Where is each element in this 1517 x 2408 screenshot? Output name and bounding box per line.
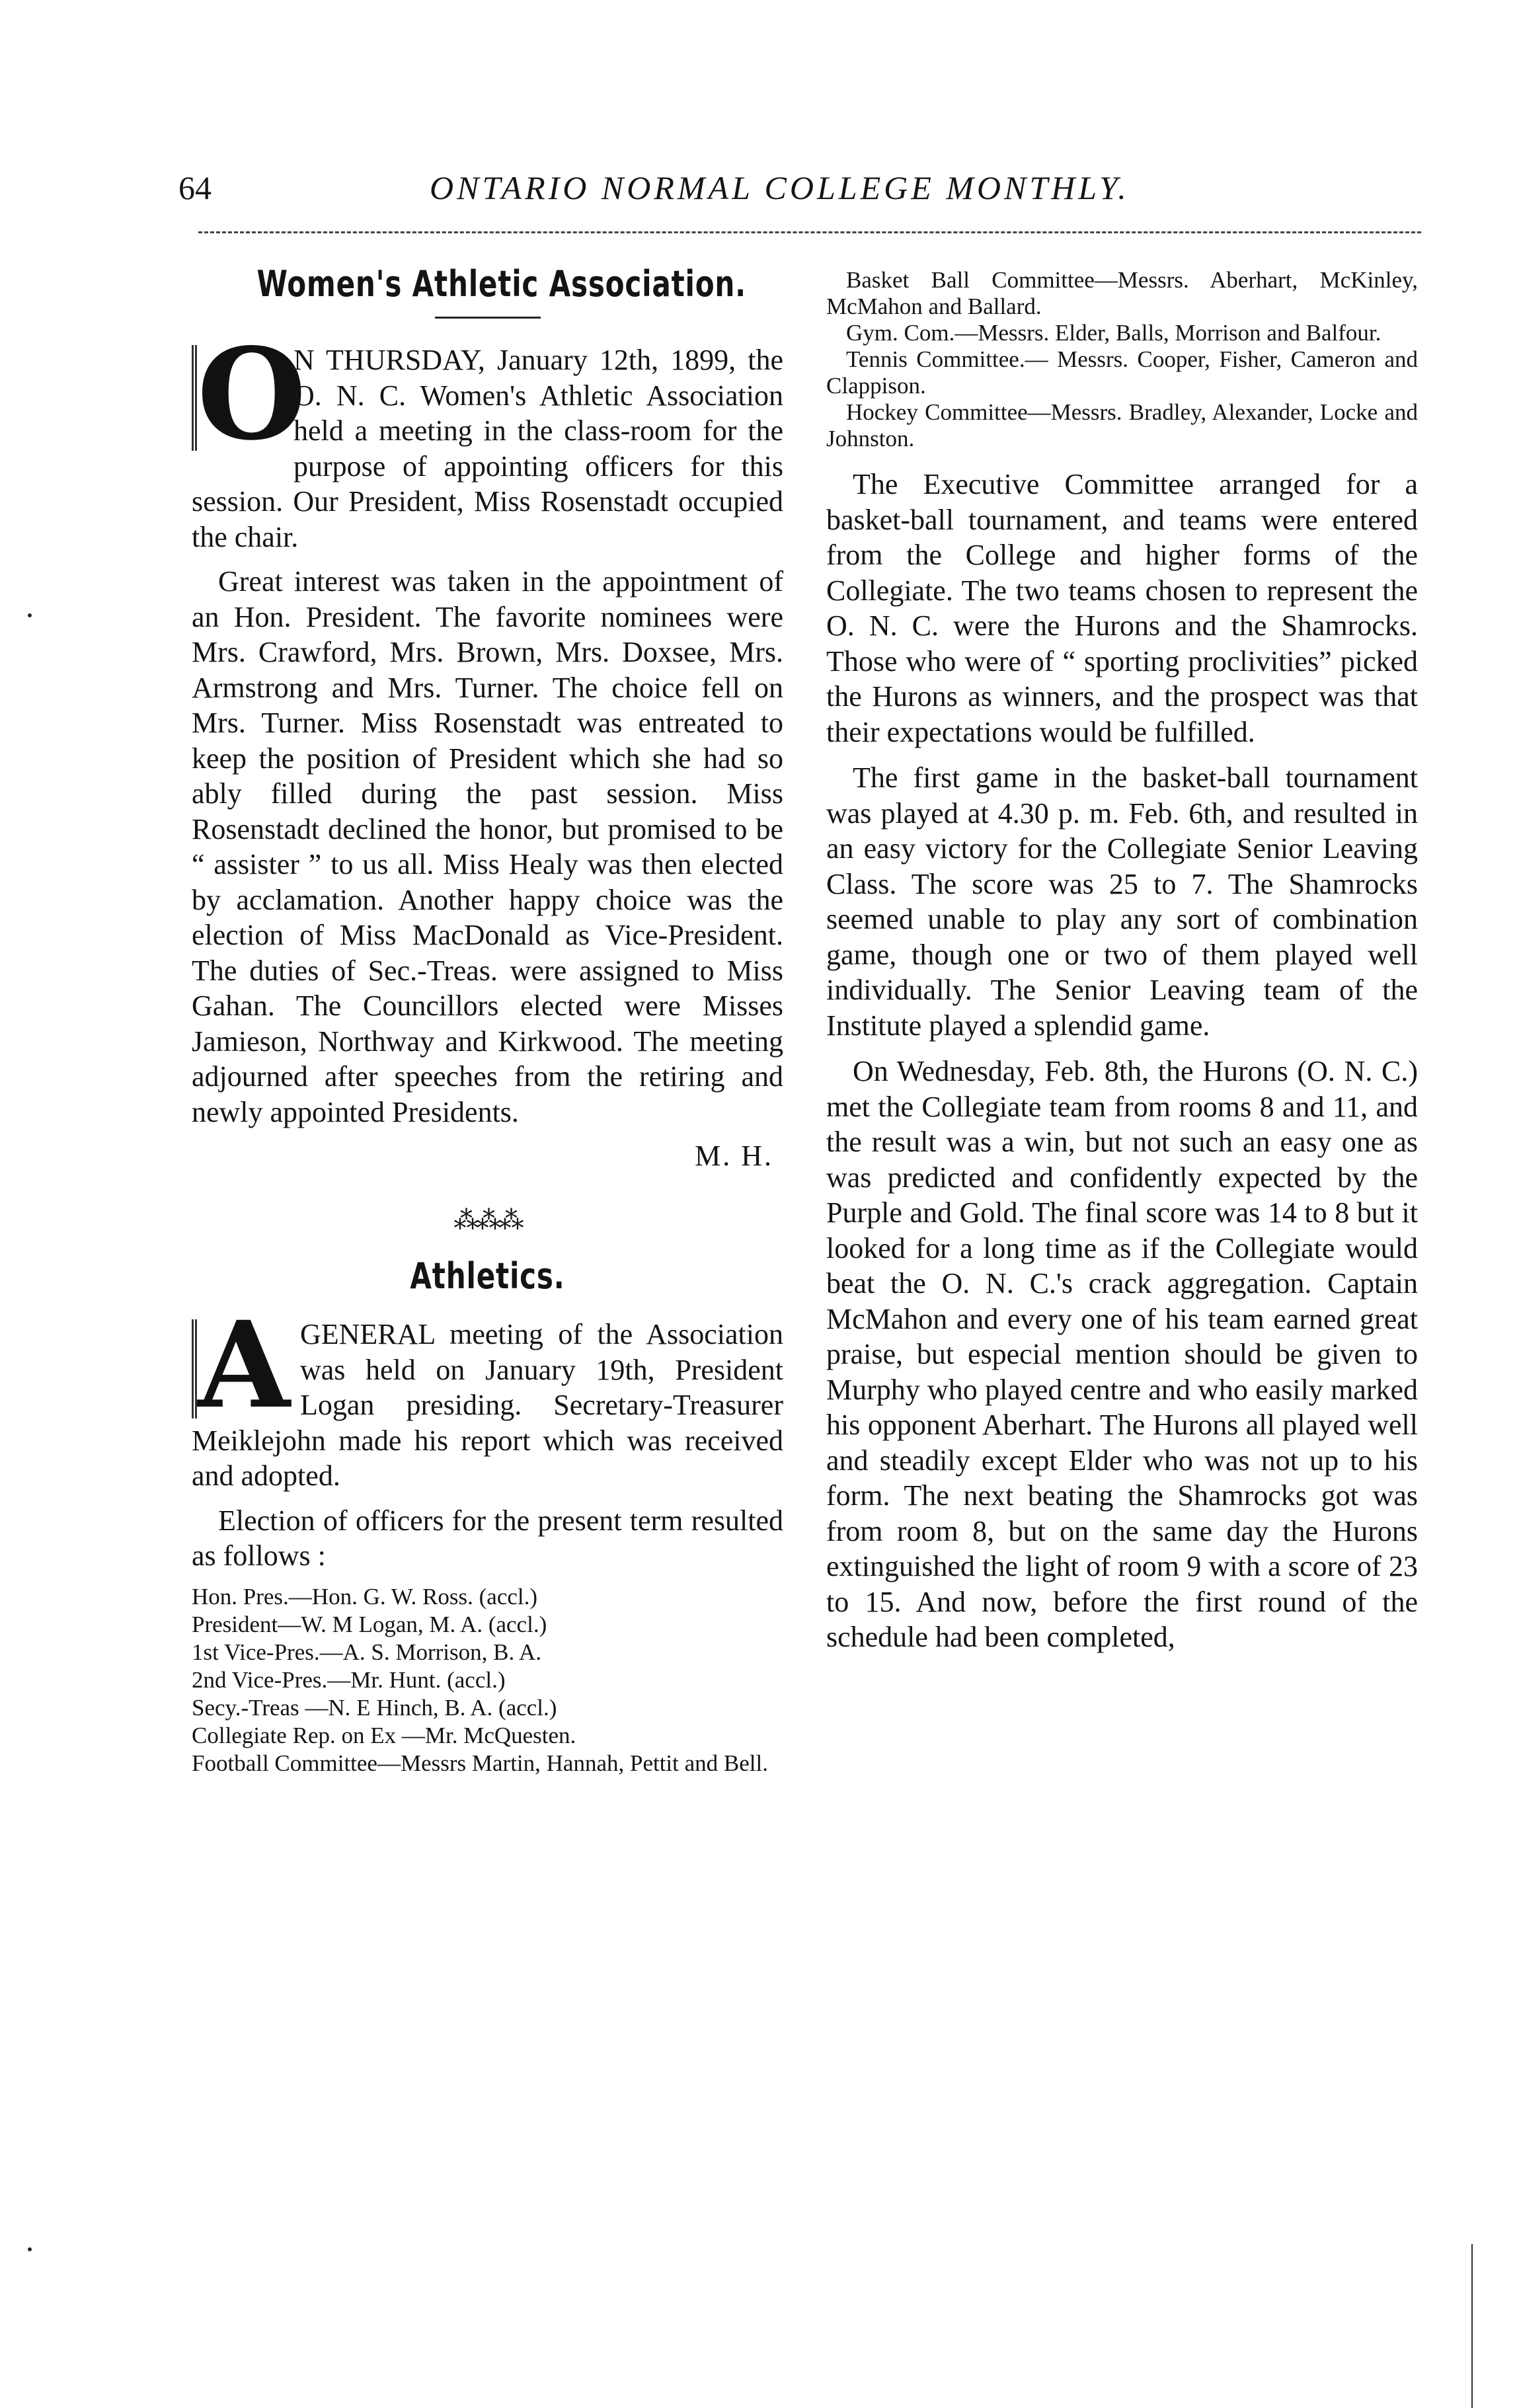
list-item: Collegiate Rep. on Ex —Mr. McQuesten.	[192, 1722, 576, 1748]
section-title-athletics: Athletics.	[410, 1255, 565, 1297]
paragraph: Great interest was taken in the appointment of an Hon. President. The favorite nominees were Mrs. Crawford, Mrs. Brown, Mrs. Doxsee, Mrs. Armstrong and Mrs. Turner. The choice fell on Mrs. Turner. Miss Rosenstadt was entreated to keep the position of President which she had so ably filled during the past session. Miss Rosenstadt declined the honor, but promised to be “ assister ” to us all. Miss Healy was then elected by acclamation. Another happy choice was the election of Miss MacDonald as Vice-President. The duties of Sec.-Treas. were assigned to Miss Gahan. The Councillors elected were Misses Jamieson, Northway and Kirkwood. The meeting adjourned after speeches from the retiring and newly appointed Presidents.	[192, 565, 783, 1128]
athletics-body	[192, 1296, 783, 1574]
author-initials: M. H.	[695, 1140, 773, 1172]
drop-cap: A	[192, 1319, 291, 1418]
list-item: Basket Ball Committee—Messrs. Aberhart, McKinley, McMahon and Ballard.	[826, 267, 1418, 319]
drop-cap: O	[192, 345, 284, 451]
athletics-continued-body	[826, 467, 1418, 1655]
paragraph-text: N THURSDAY, January 12th, 1899, the O. N. C. Women's Athletic Association held a meeting in the class-room for the purpose of appointing officers for this session. Our President, Miss Rosenstadt occupied the chair.	[192, 344, 783, 553]
list-item: 2nd Vice-Pres.—Mr. Hunt. (accl.)	[192, 1666, 506, 1693]
list-item: Secy.-Treas —N. E Hinch, B. A. (accl.)	[192, 1694, 557, 1721]
paragraph: The Executive Committee arranged for a basket-ball tournament, and teams were entered from the College and higher forms of the Collegiate. The two teams chosen to represent the O. N. C. were the Hurons and the Shamrocks. Those who were of “ sporting proclivities” picked the Hurons as winners, and the prospect was that their expectations would be fulfilled.	[826, 468, 1418, 748]
page-edge-line	[1471, 2244, 1473, 2408]
right-column	[826, 251, 1418, 1666]
section-ornament: ⁂⁂⁂	[453, 1207, 522, 1235]
list-item: 1st Vice-Pres.—A. S. Morrison, B. A.	[192, 1639, 542, 1665]
paragraph: The first game in the basket-ball tournament was played at 4.30 p. m. Feb. 6th, and resulted in an easy victory for the Collegiate Senior Leaving Class. The score was 25 to 7. The Shamrocks seemed unable to play any sort of combination game, though one or two of them played well individually. The Senior Leaving team of the Institute played a splendid game.	[826, 761, 1418, 1042]
paragraph	[192, 1296, 783, 1494]
list-item: Hockey Committee—Messrs. Bradley, Alexander, Locke and Johnston.	[826, 399, 1418, 451]
page-number: 64	[178, 169, 212, 206]
list-item: Football Committee—Messrs Martin, Hannah, Pettit and Bell.	[192, 1750, 768, 1776]
section-title-womens-athletic: Women's Athletic Association.	[256, 263, 746, 305]
list-item: Hon. Pres.—Hon. G. W. Ross. (accl.)	[192, 1583, 538, 1610]
paragraph: On Wednesday, Feb. 8th, the Hurons (O. N. C.) met the Collegiate team from rooms 8 and 11, and the result was a win, but not such an easy one as was predicted and confidently expected by the Purple and Gold. The final score was 14 to 8 but it looked for a long time as if the Collegiate would beat the O. N. C.'s crack aggregation. Captain McMahon and every one of his team earned great praise, but especial mention should be given to Murphy who played centre and who easily marked his opponent Aberhart. The Hurons all played well and steadily except Elder who was not up to his form. The next beating the Shamrocks got was from room 8, but on the same day the Hurons extinguished the light of room 9 with a score of 23 to 15. And now, before the first round of the schedule had been completed,	[826, 1055, 1418, 1653]
page-header	[178, 169, 1421, 215]
header-rule	[198, 231, 1421, 233]
officer-list	[192, 1583, 783, 1777]
womens-athletic-body	[192, 321, 783, 1130]
paragraph	[192, 321, 783, 555]
running-title: ONTARIO NORMAL COLLEGE MONTHLY.	[430, 169, 1130, 206]
left-column	[192, 251, 783, 1777]
paragraph: Election of officers for the present term resulted as follows :	[192, 1504, 783, 1572]
list-item: Tennis Committee.— Messrs. Cooper, Fisher, Cameron and Clappison.	[826, 346, 1418, 399]
list-item: Gym. Com.—Messrs. Elder, Balls, Morrison and Balfour.	[846, 320, 1381, 346]
list-item: President—W. M Logan, M. A. (accl.)	[192, 1611, 547, 1637]
paragraph-text: GENERAL meeting of the Association was held on January 19th, President Logan presiding. Secretary-Treasurer Meiklejohn made his report which was received and adopted.	[192, 1318, 783, 1492]
margin-dot	[28, 2247, 32, 2251]
margin-dot	[28, 613, 32, 617]
committee-list	[826, 267, 1418, 452]
title-rule	[435, 317, 541, 319]
